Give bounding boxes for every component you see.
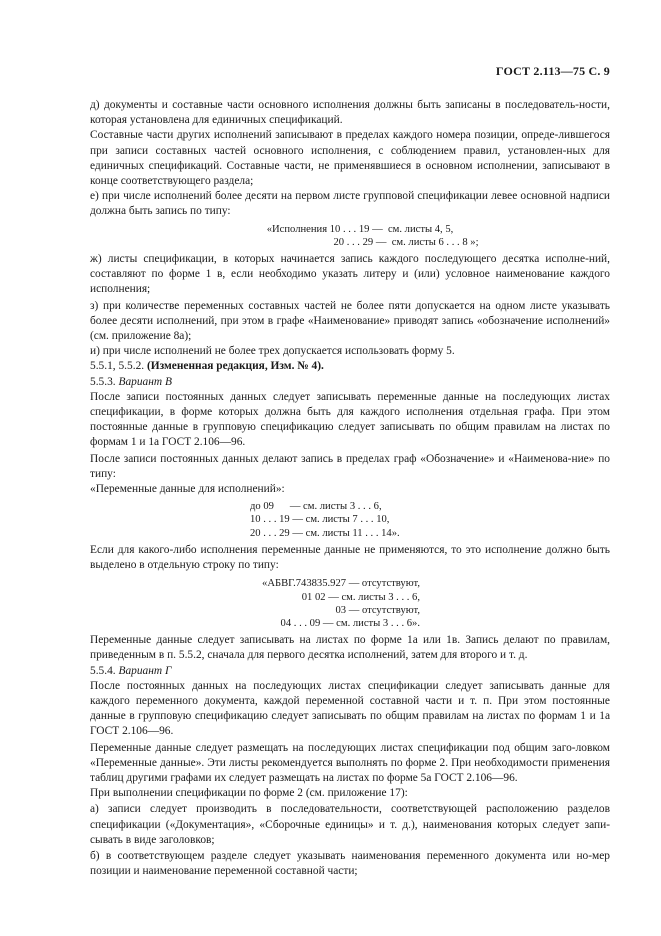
quote-2-line-1: до 09 — см. листы 3 . . . 6, [250, 501, 382, 513]
example-quote-2 [90, 500, 610, 540]
paragraph-d: д) документы и составные части основного исполнения должны быть записаны в последователь-ности, которая установлена для единичных спецификаций. [90, 99, 610, 127]
paragraph-after-constant: После записи постоянных данных делают запись в пределах граф «Обозначение» и «Наименова-ние» по типу: [90, 452, 610, 480]
paragraph-e: е) при числе исполнений более десяти на первом листе групповой спецификации левее основной надписи должна быть запись по типу: [90, 190, 610, 218]
document-body [90, 98, 610, 879]
paragraph-variable-data-label: «Переменные данные для исполнений»: [90, 483, 285, 496]
paragraph-z: з) при количестве переменных составных частей не более пяти допускается на одном листе указывать более десяти исполнений, при этом в графе «Наименование» приводят запись «обозначение исполнений» (см. приложение 8а); [90, 299, 610, 343]
paragraph-i: и) при числе исполнений не более трех допускается использовать форму 5. [90, 345, 455, 358]
quote-3-line-3: 03 — отсутствуют, [335, 604, 420, 616]
paragraph-zh: ж) листы спецификации, в которых начинается запись каждого последующего десятка исполне-ний, составляют по форме 1 в, если необходимо указать литеру и (или) условное наименование каждого исполнения; [90, 253, 610, 296]
section-5-5-3-title: Вариант В [118, 375, 172, 388]
paragraph-variable-data-forms: Переменные данные следует записывать на листах по форме 1а или 1в. Запись делают по правилам, приведенным в п. 5.5.2, сначала для первого десятка исполнений, затем для второго и т. д. [90, 634, 610, 662]
quote-2-line-2: 10 . . . 19 — см. листы 7 . . . 10, [250, 514, 390, 526]
paragraph-variable-data-placement: Переменные данные следует размещать на последующих листах спецификации под общим заго-ловком «Переменные данные». Эти листы рекомендуется выполнять по форме 2. При необходимости применения таблиц другими графами их следует размещать на листах по форме 5а ГОСТ 2.106—96. [90, 741, 610, 784]
paragraph-variant-g: После постоянных данных на последующих листах спецификации следует записывать данные для каждого переменного документа, каждой переменной составной части и т. п. При этом постоянные данные в групповую спецификацию следует записывать по общим правилам на листах по формам 1 и 1а ГОСТ 2.106—96. [90, 679, 610, 738]
quote-2-line-3: 20 . . . 29 — см. листы 11 . . . 14». [250, 527, 400, 539]
section-5-5-3-number: 5.5.3. [90, 375, 119, 388]
paragraph-a: а) записи следует производить в последовательности, соответствующей расположению разделов спецификации («Документация», «Сборочные единицы» и т. д.), наименования которых следует запи-сывать в виде заголовков; [90, 803, 610, 846]
amendment-clause-numbers: 5.5.1, 5.5.2. [90, 360, 147, 373]
paragraph-if-not-applied: Если для какого-либо исполнения переменные данные не применяются, то это исполнение должно быть выделено в отдельную строку по типу: [90, 543, 610, 572]
paragraph-other-executions: Составные части других исполнений записывают в пределах каждого номера позиции, опреде-лившегося при записи составных частей основного исполнения, с соблюдением правил, установлен-ных для единичных спецификаций. Составные части, не применявшиеся в основном исполнении, записывают в конце соответствующего раздела; [90, 129, 610, 188]
section-5-5-3-heading [90, 375, 610, 390]
quote-1-line-2: 20 . . . 29 — см. листы 6 . . . 8 »; [333, 236, 479, 248]
amendment-note [90, 359, 610, 374]
section-5-5-4-title: Вариант Г [118, 664, 172, 677]
paragraph-form-2: При выполнении спецификации по форме 2 (см. приложение 17): [90, 787, 408, 800]
paragraph-variant-v: После записи постоянных данных следует записывать переменные данные на последующих листах спецификации, в форме которых должна быть для каждого исполнения отдельная графа. При этом постоянные данные в групповую спецификацию следует записывать по общим правилам на листах по формам 1 и 1а ГОСТ 2.106—96. [90, 390, 610, 449]
amendment-label: (Измененная редакция, Изм. № 4). [146, 360, 324, 373]
paragraph-b: б) в соответствующем разделе следует указывать наименования переменного документа или но-мер позиции и наименование переменной составной части; [90, 849, 610, 878]
section-5-5-4-number: 5.5.4. [90, 664, 119, 677]
quote-3-line-1: «АБВГ.743835.927 — отсутствуют, [262, 578, 420, 590]
example-quote-3 [90, 577, 610, 630]
page-header: ГОСТ 2.113—75 С. 9 [495, 64, 610, 78]
quote-1-line-1: «Исполнения 10 . . . 19 — см. листы 4, 5, [266, 223, 454, 235]
quote-3-line-2: 01 02 — см. листы 3 . . . 6, [301, 591, 420, 603]
example-quote-1 [90, 223, 610, 249]
quote-3-line-4: 04 . . . 09 — см. листы 3 . . . 6». [280, 617, 420, 629]
section-5-5-4-heading [90, 664, 610, 679]
